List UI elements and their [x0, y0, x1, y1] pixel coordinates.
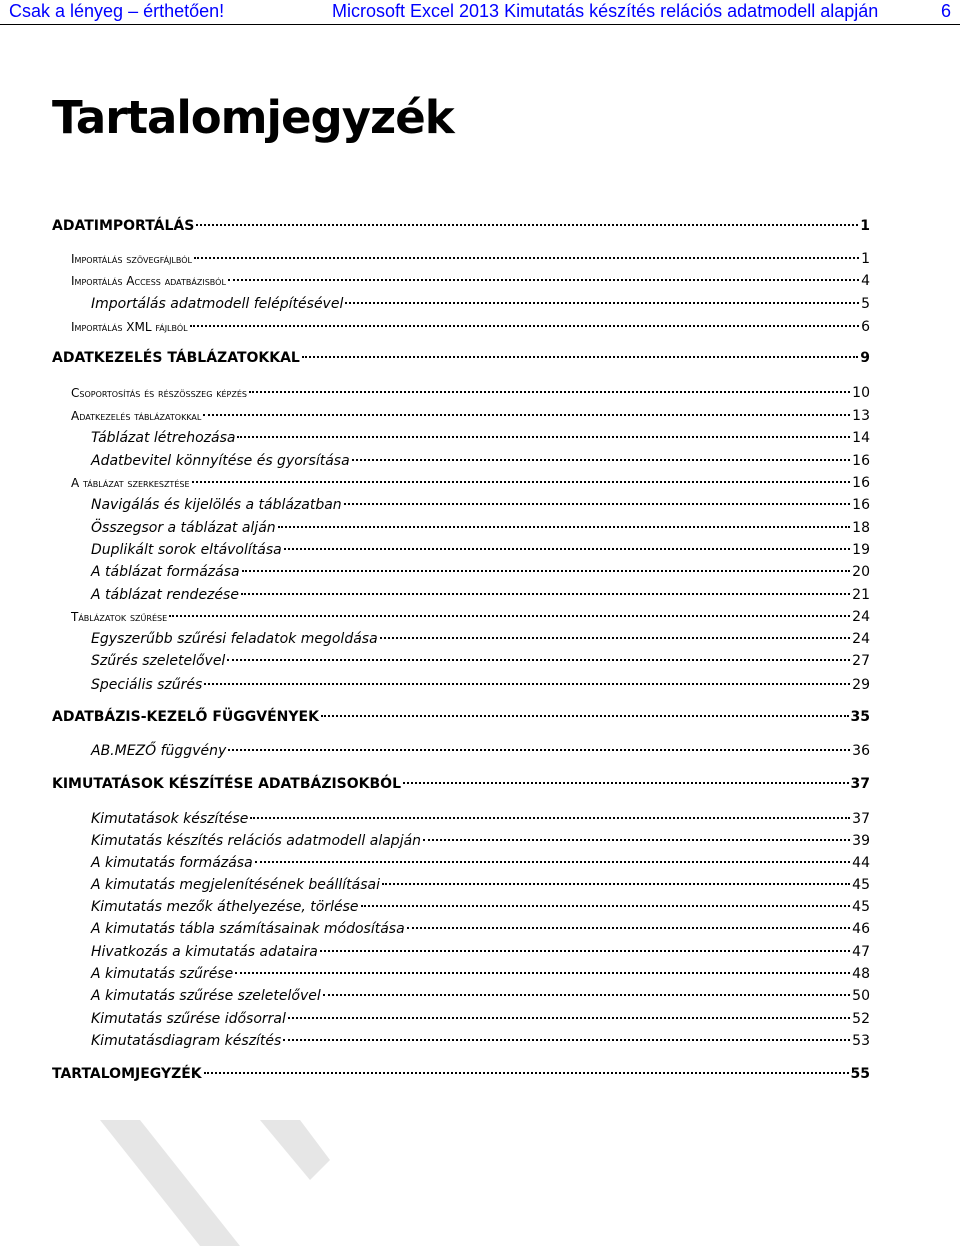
toc-entry-title: Importálás XML fájlból: [71, 320, 188, 334]
toc-leader-dots: [169, 614, 850, 617]
toc-entry-title: A táblázat szerkesztése: [71, 476, 190, 490]
toc-entry-title: ADATIMPORTÁLÁS: [52, 218, 195, 234]
toc-entry[interactable]: [91, 539, 870, 561]
toc-entry-page: 4: [861, 273, 870, 289]
toc-entry[interactable]: [91, 628, 870, 650]
toc-entry-page: 55: [850, 1066, 870, 1082]
toc-entry-title: ADATBÁZIS-KEZELŐ FÜGGVÉNYEK: [52, 709, 319, 725]
toc-entry-page: 44: [852, 855, 870, 871]
toc-entry[interactable]: [91, 1030, 870, 1052]
toc-entry-page: 16: [852, 453, 870, 469]
toc-entry[interactable]: [91, 427, 870, 449]
toc-entry-title: A kimutatás megjelenítésének beállításai: [91, 877, 380, 893]
toc-entry[interactable]: [91, 494, 870, 516]
toc-leader-dots: [235, 971, 850, 974]
watermark-logo: [90, 1120, 330, 1246]
toc-entry-title: Csoportosítás és részösszeg képzés: [71, 386, 247, 400]
toc-entry[interactable]: [52, 215, 870, 237]
toc-entry-page: 16: [852, 475, 870, 491]
toc-leader-dots: [203, 413, 850, 416]
toc-entry-page: 36: [852, 743, 870, 759]
toc-entry[interactable]: [91, 293, 870, 315]
toc-entry[interactable]: [71, 316, 870, 338]
toc-entry-title: ADATKEZELÉS TÁBLÁZATOKKAL: [52, 350, 300, 366]
toc-entry-title: KIMUTATÁSOK KÉSZÍTÉSE ADATBÁZISOKBÓL: [52, 776, 402, 792]
toc-entry-page: 35: [850, 709, 870, 725]
toc-entry[interactable]: [91, 918, 870, 940]
toc-entry-title: A kimutatás szűrése: [91, 966, 234, 982]
toc-entry[interactable]: [91, 561, 870, 583]
toc-entry-page: 20: [852, 564, 870, 580]
toc-entry-title: Adatkezelés táblázatokkal: [71, 409, 202, 423]
toc-entry[interactable]: [71, 472, 870, 494]
toc-leader-dots: [204, 682, 850, 685]
toc-leader-dots: [249, 390, 850, 393]
toc-entry-page: 5: [861, 296, 870, 312]
toc-entry[interactable]: [91, 450, 870, 472]
toc-entry-title: Duplikált sorok eltávolítása: [91, 542, 282, 558]
toc-entry-title: Importálás Access adatbázisból: [71, 274, 226, 288]
toc-entry[interactable]: [91, 852, 870, 874]
toc-entry-title: A kimutatás formázása: [91, 855, 253, 871]
toc-entry-page: 1: [861, 251, 870, 267]
toc-leader-dots: [407, 926, 851, 929]
toc-entry-title: A kimutatás tábla számításainak módosítása: [91, 921, 405, 937]
toc-entry-page: 47: [852, 944, 870, 960]
toc-leader-dots: [192, 480, 851, 483]
toc-leader-dots: [228, 748, 850, 751]
toc-entry-page: 6: [861, 319, 870, 335]
toc-entry-page: 48: [852, 966, 870, 982]
toc-leader-dots: [196, 223, 858, 226]
toc-leader-dots: [345, 301, 859, 304]
toc-entry-page: 46: [852, 921, 870, 937]
toc-entry-page: 14: [852, 430, 870, 446]
toc-entry-page: 19: [852, 542, 870, 558]
toc-leader-dots: [255, 860, 850, 863]
toc-entry[interactable]: [71, 405, 870, 427]
watermark-stroke-left: [100, 1120, 240, 1246]
toc-entry[interactable]: [91, 650, 870, 672]
watermark-stroke-right: [260, 1120, 330, 1180]
toc-entry[interactable]: [52, 347, 870, 369]
toc-entry[interactable]: [71, 270, 870, 292]
toc-entry-page: 18: [852, 520, 870, 536]
toc-entry[interactable]: [91, 963, 870, 985]
toc-entry-page: 45: [852, 899, 870, 915]
toc-entry-title: A táblázat formázása: [91, 564, 240, 580]
toc-leader-dots: [382, 882, 850, 885]
toc-leader-dots: [242, 569, 851, 572]
toc-entry[interactable]: [91, 896, 870, 918]
toc-entry-page: 9: [860, 350, 870, 366]
toc-entry-page: 52: [852, 1011, 870, 1027]
toc-leader-dots: [237, 435, 850, 438]
toc-entry-title: Táblázat létrehozása: [91, 430, 236, 446]
toc-entry-page: 27: [852, 653, 870, 669]
toc-entry[interactable]: [52, 1063, 870, 1085]
toc-entry-title: Kimutatás mezők áthelyezése, törlése: [91, 899, 359, 915]
toc-leader-dots: [204, 1071, 849, 1074]
toc-leader-dots: [302, 355, 858, 358]
toc-leader-dots: [403, 781, 849, 784]
toc-entry[interactable]: [71, 606, 870, 628]
toc-leader-dots: [323, 993, 850, 996]
toc-entry-title: Hivatkozás a kimutatás adataira: [91, 944, 318, 960]
toc-entry-page: 29: [852, 677, 870, 693]
toc-leader-dots: [241, 592, 850, 595]
toc-entry[interactable]: [91, 740, 870, 762]
toc-entry-title: Szűrés szeletelővel: [91, 653, 226, 669]
toc-entry-title: Adatbevitel könnyítése és gyorsítása: [91, 453, 350, 469]
toc-entry-page: 37: [852, 811, 870, 827]
toc-entry[interactable]: [91, 985, 870, 1007]
header-slogan: Csak a lényeg – érthetően!: [9, 1, 225, 21]
toc-leader-dots: [380, 636, 851, 639]
toc-entry[interactable]: [91, 808, 870, 830]
toc-entry-title: A kimutatás szűrése szeletelővel: [91, 988, 321, 1004]
toc-entry-page: 50: [852, 988, 870, 1004]
toc-entry-title: Egyszerűbb szűrési feladatok megoldása: [91, 631, 378, 647]
toc-entry[interactable]: [52, 773, 870, 795]
page-title: Tartalomjegyzék: [52, 91, 454, 144]
toc-entry-title: Összegsor a táblázat alján: [91, 520, 276, 536]
toc-entry-title: Kimutatás készítés relációs adatmodell alapján: [91, 833, 422, 849]
toc-entry-page: 13: [852, 408, 870, 424]
toc-entry-page: 24: [852, 609, 870, 625]
toc-leader-dots: [321, 714, 849, 717]
toc-entry-page: 24: [852, 631, 870, 647]
toc-leader-dots: [344, 502, 850, 505]
toc-entry[interactable]: [91, 674, 870, 696]
toc-entry-page: 16: [852, 497, 870, 513]
toc-entry-page: 45: [852, 877, 870, 893]
toc-entry-page: 1: [860, 218, 870, 234]
toc-entry-title: Kimutatás szűrése idősorral: [91, 1011, 286, 1027]
toc-leader-dots: [284, 547, 850, 550]
toc-entry-page: 21: [852, 587, 870, 603]
toc-entry-page: 39: [852, 833, 870, 849]
header-page-number: 6: [940, 1, 951, 21]
toc-entry-page: 10: [852, 385, 870, 401]
toc-leader-dots: [194, 256, 859, 259]
toc-leader-dots: [283, 1038, 850, 1041]
toc-leader-dots: [228, 278, 859, 281]
toc-leader-dots: [320, 949, 850, 952]
toc-leader-dots: [227, 658, 850, 661]
toc-entry-title: TARTALOMJEGYZÉK: [52, 1066, 202, 1082]
toc-entry[interactable]: [91, 941, 870, 963]
toc-leader-dots: [278, 525, 851, 528]
toc-entry-title: Táblázatok szűrése: [71, 610, 168, 624]
toc-entry[interactable]: [91, 830, 870, 852]
toc-entry-title: Navigálás és kijelölés a táblázatban: [91, 497, 342, 513]
toc-entry[interactable]: [91, 1008, 870, 1030]
toc-leader-dots: [288, 1016, 850, 1019]
toc-leader-dots: [352, 458, 850, 461]
toc-leader-dots: [190, 324, 859, 327]
toc-entry-page: 37: [850, 776, 870, 792]
toc-entry-title: A táblázat rendezése: [91, 587, 239, 603]
toc-leader-dots: [250, 816, 850, 819]
toc-entry-title: Kimutatásdiagram készítés: [91, 1033, 282, 1049]
toc-entry-title: Importálás szövegfájlból: [71, 252, 192, 266]
header-document-title: Microsoft Excel 2013 Kimutatás készítés relációs adatmodell alapján: [332, 1, 879, 21]
toc-entry[interactable]: [52, 706, 870, 728]
toc-entry-page: 53: [852, 1033, 870, 1049]
toc-entry[interactable]: [91, 517, 870, 539]
toc-entry[interactable]: [71, 382, 870, 404]
toc-entry[interactable]: [91, 584, 870, 606]
toc-leader-dots: [423, 838, 850, 841]
toc-entry-title: Kimutatások készítése: [91, 811, 249, 827]
toc-leader-dots: [361, 904, 851, 907]
toc-entry[interactable]: [71, 248, 870, 270]
toc-entry[interactable]: [91, 874, 870, 896]
toc-entry-title: Speciális szűrés: [91, 677, 203, 693]
toc-entry-title: AB.MEZŐ függvény: [91, 743, 227, 759]
toc-entry-title: Importálás adatmodell felépítésével: [91, 296, 344, 312]
